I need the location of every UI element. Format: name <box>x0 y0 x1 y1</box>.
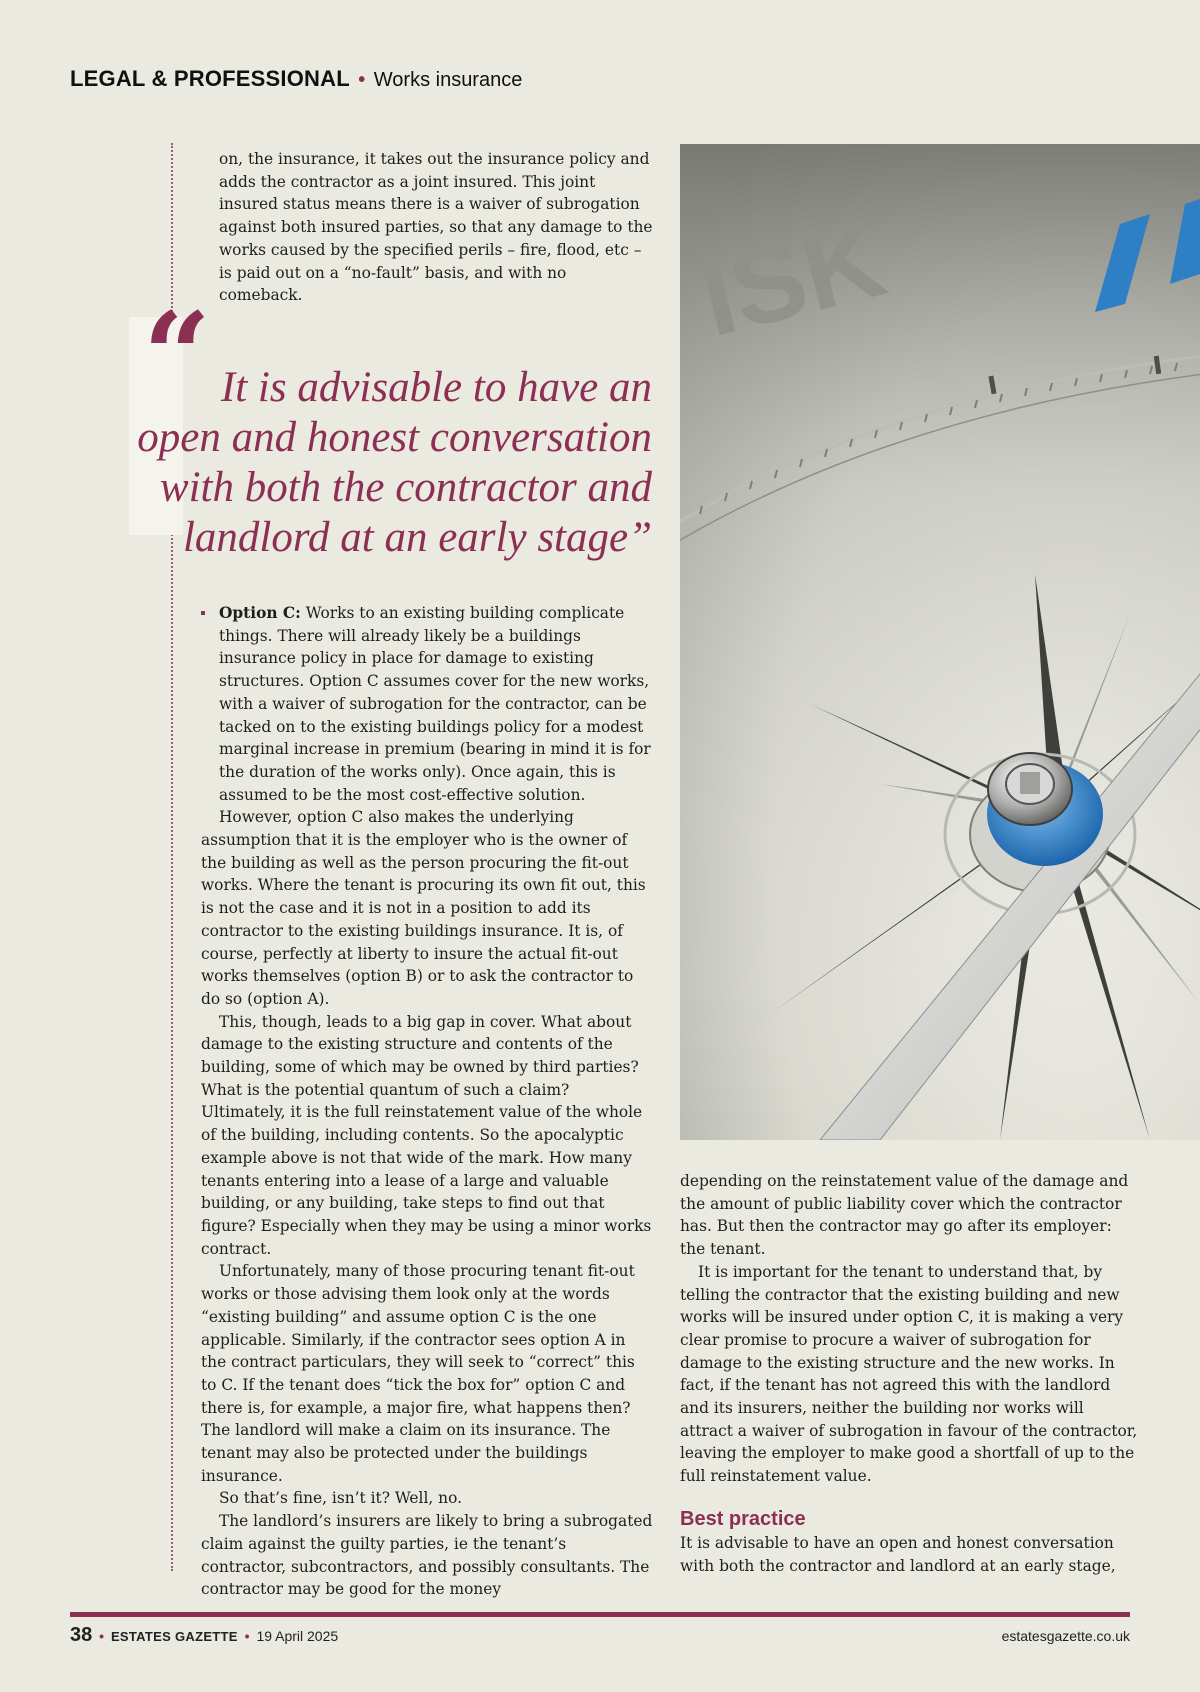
pull-quote <box>129 286 655 561</box>
pull-quote-text <box>129 363 652 563</box>
option-c-bullet <box>201 602 653 806</box>
left-paragraph-5: The landlord’s insurers are likely to bring a subrogated claim against the guilty parties, ie the tenant’s contractor, subcontractors, and possibly consultants. The contractor may be good for the money <box>201 1512 653 1599</box>
header-separator: • <box>358 69 366 91</box>
left-paragraph-4: So that’s fine, isn’t it? Well, no. <box>219 1489 462 1508</box>
option-c-label: Option C: <box>219 604 301 622</box>
dial-lettering: ISK <box>688 196 897 360</box>
footer-left <box>70 1624 338 1647</box>
pull-quote-line-4: landlord at an early stage” <box>182 514 652 561</box>
quote-mark-icon: “ <box>143 286 211 425</box>
right-paragraph-2: It is important for the tenant to understand that, by telling the contractor that the existing building and new works will be insured under option C, it is making a very clear promise to procure a waiver of subrogation for damage to the existing structure and the new works. In fact, if the tenant has not agreed this with the landlord and its insurers, neither the building nor works will attract a waiver of subrogation in favour of the contractor, leaving the employer to make good a shortfall of up to the full reinstatement value. <box>680 1262 1138 1486</box>
compass-illustration <box>680 144 1200 1140</box>
best-practice-heading: Best practice <box>680 1507 806 1530</box>
section-title: LEGAL & PROFESSIONAL <box>70 66 350 91</box>
page-number: 38 <box>70 1624 93 1646</box>
footer-separator-2: • <box>244 1628 250 1644</box>
pull-quote-line-2: open and honest conversation <box>137 414 652 461</box>
page-header <box>70 66 522 92</box>
bullet-icon <box>201 611 205 615</box>
left-paragraph-1: However, option C also makes the underlying assumption that it is the employer who is the owner of the building as well as the person procuring the fit-out works. Where the tenant is procuring its own fit out, this is not the case and it is not in a position to add its contractor to the existing buildings insurance. It is, of course, perfectly at liberty to insure the actual fit-out works themselves (option B) or to ask the contractor to do so (option A). <box>201 808 646 1008</box>
footer-separator-1: • <box>99 1628 105 1644</box>
right-paragraph-1: depending on the reinstatement value of the damage and the amount of public liability cover which the contractor has. But then the contractor may go after its employer: the tenant. <box>680 1172 1129 1259</box>
intro-text: on, the insurance, it takes out the insurance policy and adds the contractor as a joint insured. This joint insured status means there is a waiver of subrogation against both insured parties, so that any damage to the works caused by the specified perils – fire, flood, etc – is paid out on a “no-fault” basis, and with no comeback. <box>219 150 653 305</box>
issue-date: 19 April 2025 <box>256 1628 339 1644</box>
section-topic: Works insurance <box>373 69 523 91</box>
left-paragraph-2: This, though, leads to a big gap in cover. What about damage to the existing structure and contents of the building, some of which may be owned by third parties? What is the potential quantum of such a claim? Ultimately, it is the full reinstatement value of the whole of the building, including contents. So the apocalyptic example above is not that wide of the mark. How many tenants entering into a lease of a large and valuable building, or any building, take steps to find out that figure? Especially when they may be using a minor works contract. <box>201 1012 652 1258</box>
website-url: estatesgazette.co.uk <box>1001 1628 1130 1644</box>
publication-name: ESTATES GAZETTE <box>110 1629 238 1644</box>
intro-paragraph <box>219 148 653 307</box>
left-paragraph-3: Unfortunately, many of those procuring tenant fit-out works or those advising them look only at the words “existing building” and assume option C is the one applicable. Similarly, if the contractor sees option A in the contract particulars, they will seek to “correct” this to C. If the tenant does “tick the box for” option C and there is, for example, a major fire, what happens then? The landlord will make a claim on its insurance. The tenant may also be protected under the buildings insurance. <box>201 1262 635 1485</box>
footer-rule <box>70 1612 1130 1617</box>
right-column <box>680 1170 1138 1577</box>
compass-photo <box>680 144 1200 1140</box>
pull-quote-line-1: It is advisable to have an <box>220 364 652 411</box>
right-paragraph-3: It is advisable to have an open and honest conversation with both the contractor and landlord at an early stage, <box>680 1533 1116 1575</box>
pull-quote-line-3: with both the contractor and <box>159 464 652 511</box>
left-column <box>201 602 653 1601</box>
option-c-text: Works to an existing building complicate things. There will already likely be a buildings insurance policy in place for damage to existing structures. Option C assumes cover for the new works, with a waiver of subrogation for the contractor, can be tacked on to the existing buildings policy for a modest marginal increase in premium (bearing in mind it is for the duration of the works only). Once again, this is assumed to be the most cost-effective solution. <box>219 604 651 804</box>
